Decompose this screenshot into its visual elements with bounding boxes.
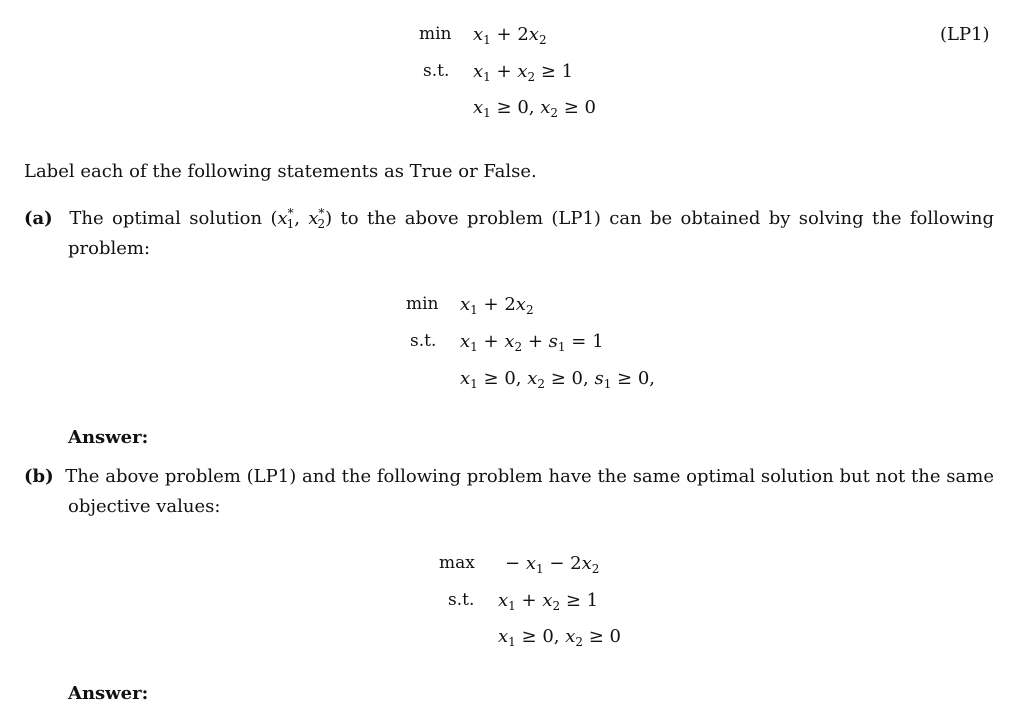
lp1-objective: $x_1 + 2x_2$ [473,24,547,47]
lp1-constraint-nonneg: $x_1 \ge 0$, $x_2 \ge 0$ [473,97,596,120]
part-a-objective: $x_1 + 2x_2$ [460,294,534,317]
lp1-keyword-min: min [419,24,452,44]
part-b-constraint-1: $x_1 + x_2 \ge 1$ [498,590,599,613]
part-a-constraint-1: $x_1 + x_2 + s_1 = 1$ [460,331,604,354]
lp1-keyword-st: s.t. [423,61,450,81]
lp1-equation-tag: (LP1) [940,24,990,45]
part-b-keyword-max: max [439,553,475,573]
part-a-answer-label: Answer: [68,427,149,448]
part-b-keyword-st: s.t. [448,590,475,610]
part-a-keyword-st: s.t. [410,331,437,351]
intro-instruction: Label each of the following statements as True or False. [24,161,537,182]
part-b-statement [24,462,994,522]
part-b-constraint-nonneg: $x_1 \ge 0$, $x_2 \ge 0$ [498,626,621,649]
part-b-objective: − $x_1 - 2x_2$ [505,553,600,576]
lp1-constraint-1: $x_1 + x_2 \ge 1$ [473,61,574,84]
part-b-text: The above problem (LP1) and the following problem have the same optimal solution but not the same objective values: [65,466,994,517]
part-a-label: (a) [24,208,53,229]
part-b-answer-label: Answer: [68,683,149,704]
part-a-constraint-nonneg: $x_1 \ge 0$, $x_2 \ge 0$, $s_1 \ge 0$, [460,368,656,391]
part-b-label: (b) [24,466,54,487]
part-a-keyword-min: min [406,294,439,314]
part-a-statement: (a) The optimal solution ($x^*_1$, $x^*_2$) to the above problem (LP1) can be obtained by solving the following problem: [24,206,994,259]
